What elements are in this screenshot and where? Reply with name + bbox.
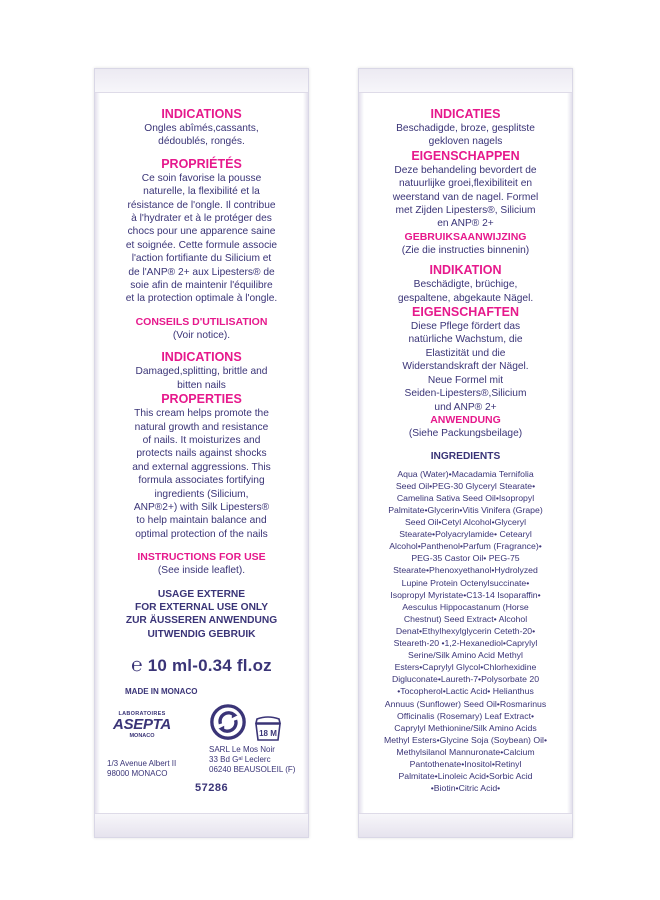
text-line: ANP®2+) with Silk Lipesters® <box>133 501 270 513</box>
distributor-address <box>209 745 295 775</box>
text-line: l'action fortifiante du Silicium et <box>131 253 272 265</box>
text-line: et la protection optimale à l'ongle. <box>125 293 278 305</box>
ingredient-line: Steareth-20 •1,2-Hexanediol•Caprylyl <box>393 638 538 649</box>
pao-jar-icon <box>253 713 283 743</box>
ingredient-line: Methylsilanol Mannuronate•Calcium <box>396 746 535 757</box>
ingredient-line: Alcohol•Panthenol•Parfum (Fragrance)• <box>389 541 542 552</box>
text-line: bitten nails <box>177 379 226 391</box>
ingredients-list <box>367 468 564 795</box>
ingredient-line: Camelina Sativa Seed Oil•Isopropyl <box>396 492 535 503</box>
text-line: Damaged,splitting, brittle and <box>135 366 268 378</box>
section-title-proprietes: PROPRIÉTÉS <box>161 156 242 171</box>
ingredient-line: Digluconate•Laureth-7•Polysorbate 20 <box>391 674 540 685</box>
estimated-sign-icon: ℮ <box>131 655 143 677</box>
text-line: Seiden-Lipesters®,Silicium <box>404 388 527 400</box>
ingredient-line: Chestnut) Seed Extract• Alcohol <box>403 613 528 624</box>
text-line: protects nails against shocks <box>136 448 267 460</box>
box-bottom-edge <box>95 813 308 837</box>
box-top-edge <box>95 69 308 93</box>
text-line: met Zijden Lipesters®, Silicium <box>395 205 536 217</box>
manufacturer-address <box>107 759 176 779</box>
ingredient-line: Lupine Protein Octenylsuccinate• <box>401 577 530 588</box>
ingredient-line: Aqua (Water)•Macadamia Ternifolia <box>397 468 534 479</box>
ingredient-line: Officinalis (Rosemary) Leaf Extract• <box>396 710 535 721</box>
ingredient-line: Caprylyl Methionine/Silk Amino Acids <box>394 722 537 733</box>
text-line: natural growth and resistance <box>134 421 269 433</box>
ingredient-line: Isopropyl Myristate•C13-14 Isoparaffin• <box>390 589 541 600</box>
ingredient-line: Serine/Silk Amino Acid Methyl <box>408 650 523 661</box>
text-line: weerstand van de nagel. Formel <box>392 191 539 203</box>
volume-line <box>103 655 300 677</box>
text-line: (Voir notice). <box>172 329 231 341</box>
logo-area <box>105 703 300 778</box>
text-line: gekloven nagels <box>428 136 503 148</box>
text-line: and external aggressions. This <box>132 461 271 473</box>
ingredient-line: Stearate•Polyacrylamide• Cetearyl <box>399 529 532 540</box>
text-line: et soignée. Cette formule associe <box>125 239 278 251</box>
text-line: to help maintain balance and <box>136 515 267 527</box>
usage-line: UITWENDIG GEBRUIK <box>147 628 256 640</box>
ingredient-line: Stearate•Phenoxyethanol•Hydrolyzed <box>393 565 538 576</box>
brand-lab-text: LABORATOIRES <box>118 711 166 717</box>
ingredient-line: Palmitate•Glycerin•Vitis Vinifera (Grape) <box>388 505 543 515</box>
section-title-indikation: INDIKATION <box>429 263 502 278</box>
text-line: Neue Formel mit <box>427 374 504 386</box>
ingredient-line: Esters•Caprylyl Glycol•Chlorhexidine <box>394 662 537 673</box>
text-line: Widerstandskraft der Nägel. <box>402 361 529 373</box>
brand-logo <box>111 711 173 739</box>
text-line: chocs pour une apparence saine <box>127 226 276 238</box>
section-title-anwendung: ANWENDUNG <box>430 413 501 426</box>
box-fold-shadow <box>567 93 572 813</box>
ingredient-line: PEG-35 Castor Oil• PEG-75 <box>411 553 520 564</box>
ingredient-line: Methyl Esters•Glycine Soja (Soybean) Oil• <box>383 734 547 745</box>
box-top-edge <box>359 69 572 93</box>
usage-line: FOR EXTERNAL USE ONLY <box>134 601 269 613</box>
text-line: Deze behandeling bevordert de <box>394 164 537 176</box>
text-line: soie afin de maintenir l'équilibre <box>130 280 273 292</box>
section-title-indications-en: INDICATIONS <box>161 350 242 365</box>
text-line: This cream helps promote the <box>134 408 269 420</box>
brand-name-text: ASEPTA <box>113 716 171 733</box>
text-line: Beschadigde, broze, gesplitste <box>396 123 535 134</box>
right-text-block <box>367 107 564 794</box>
section-title-instructions: INSTRUCTIONS FOR USE <box>137 551 266 564</box>
usage-line: USAGE EXTERNE <box>157 588 246 600</box>
ingredient-line: Seed Oil•PEG-30 Glyceryl Stearate• <box>395 480 536 491</box>
text-line: de l'ANP® 2+ aux Lipesters® de <box>128 266 275 278</box>
text-line: of nails. It moisturizes and <box>142 434 261 446</box>
address-line: 1/3 Avenue Albert II <box>107 759 177 768</box>
recycle-icon <box>209 703 247 741</box>
address-line: 06240 BEAUSOLEIL (F) <box>209 765 296 774</box>
left-box-side <box>94 68 309 838</box>
text-line: Elastizität und die <box>425 347 506 359</box>
address-line: 33 Bd Gᵃˡ Leclerc <box>209 755 271 764</box>
text-line: optimal protection of the nails <box>135 528 268 540</box>
text-line: résistance de l'ongle. Il contribue <box>127 199 276 211</box>
box-bottom-edge <box>359 813 572 837</box>
product-code: 57286 <box>195 782 229 794</box>
text-line: gespaltene, abgekaute Nägel. <box>397 292 534 304</box>
ingredient-line: Seed Oil•Cetyl Alcohol•Glyceryl <box>405 517 526 528</box>
brand-city-text: MONACO <box>129 733 155 739</box>
text-line: naturelle, la flexibilité et la <box>143 186 260 198</box>
pao-label: 18 M <box>259 729 277 738</box>
address-line: SARL Le Mos Noir <box>209 745 275 754</box>
text-line: Diese Pflege fördert das <box>410 321 521 333</box>
volume-text: 10 ml-0.34 fl.oz <box>147 656 272 676</box>
text-line: natürliche Wachstum, die <box>408 334 523 346</box>
text-line: und ANP® 2+ <box>434 401 497 413</box>
section-title-gebruiksaanwijzing: GEBRUIKSAANWIJZING <box>404 230 527 243</box>
section-title-indications-fr: INDICATIONS <box>161 107 242 121</box>
made-in-label: MADE IN MONACO <box>125 687 198 697</box>
ingredient-line: Denat•Ethylhexylglycerin Ceteth-20• <box>395 625 536 636</box>
address-line: 98000 MONACO <box>107 769 168 778</box>
text-line: (Siehe Packungsbeilage) <box>408 427 523 439</box>
ingredient-line: •Tocopherol•Lactic Acid• Helianthus <box>397 686 534 697</box>
text-line: (Zie die instructies binnenin) <box>401 244 530 256</box>
text-line: Ce soin favorise la pousse <box>141 172 262 184</box>
box-fold-shadow <box>359 93 364 813</box>
ingredients-title: INGREDIENTS <box>430 451 501 463</box>
section-title-eigenschaften: EIGENSCHAFTEN <box>412 305 519 320</box>
right-box-side <box>358 68 573 838</box>
text-line: Ongles abîmés,cassants, <box>144 123 259 134</box>
ingredient-line: •Biotin•Citric Acid• <box>430 783 501 794</box>
section-title-properties: PROPERTIES <box>161 392 242 407</box>
text-line: à l'hydrater et à le protéger des <box>131 213 272 225</box>
box-fold-shadow <box>303 93 308 813</box>
text-line: natuurlijke groei,flexibiliteit en <box>398 178 533 190</box>
section-title-conseils: CONSEILS D'UTILISATION <box>135 315 268 328</box>
text-line: (See inside leaflet). <box>157 565 246 577</box>
ingredient-line: Pantothenate•Inositol•Retinyl <box>409 758 522 769</box>
left-text-block <box>103 107 300 696</box>
text-line: Beschädigte, brüchige, <box>413 279 518 291</box>
ingredient-line: Palmitate•Linoleic Acid•Sorbic Acid <box>398 771 533 782</box>
box-fold-shadow <box>95 93 100 813</box>
text-line: en ANP® 2+ <box>437 218 494 230</box>
ingredient-line: Annuus (Sunflower) Seed Oil•Rosmarinus <box>384 698 547 709</box>
text-line: ingredients (Silicium, <box>154 488 249 500</box>
text-line: dédoublés, rongés. <box>158 136 245 148</box>
usage-line: ZUR ÄUSSEREN ANWENDUNG <box>125 615 278 627</box>
text-line: formula associates fortifying <box>138 475 265 487</box>
ingredient-line: Aesculus Hippocastanum (Horse <box>402 601 529 612</box>
section-title-indicaties: INDICATIES <box>430 107 501 121</box>
section-title-eigenschappen: EIGENSCHAPPEN <box>411 148 520 163</box>
